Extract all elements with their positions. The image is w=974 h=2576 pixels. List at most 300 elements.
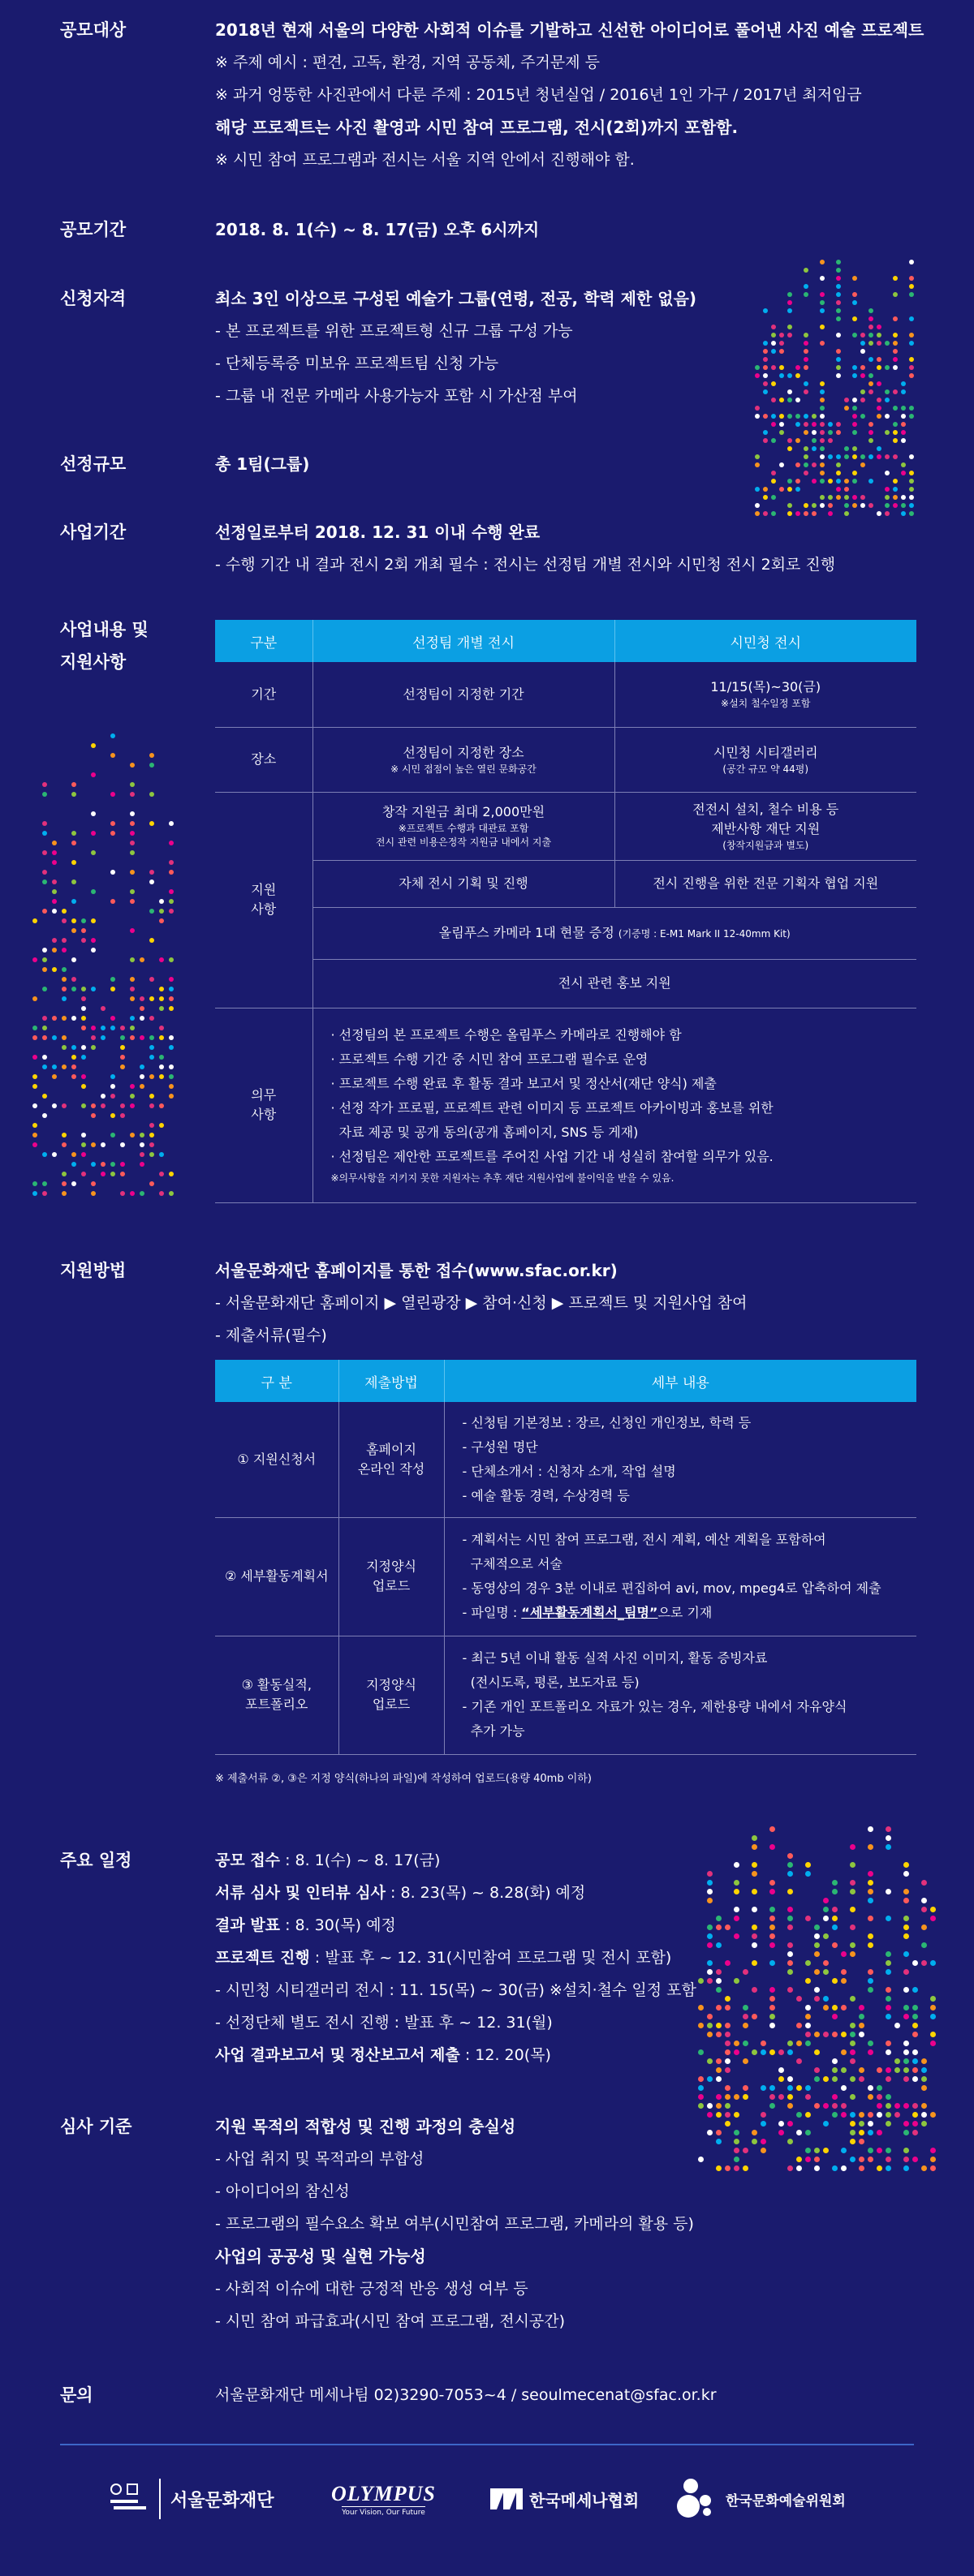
decorative-dot (62, 918, 67, 923)
decorative-dot (62, 1103, 67, 1108)
decorative-dot (787, 1924, 793, 1930)
decorative-dot (912, 2103, 918, 2109)
decorative-dot (877, 398, 881, 402)
decorative-dot (130, 987, 135, 991)
decorative-dot (820, 341, 825, 346)
decorative-dot (734, 2139, 739, 2144)
decorative-dot (868, 422, 873, 427)
decorative-dot (763, 389, 768, 394)
decorative-dot (820, 462, 825, 467)
decorative-dot (795, 511, 800, 516)
decorative-dot (836, 487, 841, 492)
decorative-dot (812, 430, 817, 435)
decorative-dot (707, 2103, 713, 2109)
decorative-dot (796, 2112, 802, 2118)
decorative-dot (930, 2157, 936, 2162)
decorative-dot (771, 511, 776, 516)
decorative-dot (81, 1006, 86, 1011)
decorative-dot (868, 389, 873, 394)
decorative-dot (903, 1862, 909, 1868)
decorative-dot (860, 414, 865, 419)
decorative-dot (893, 316, 898, 321)
decorative-dot (752, 1960, 757, 1966)
decorative-dot (130, 841, 135, 845)
decorative-dot (909, 284, 914, 289)
decorative-dot (707, 2076, 713, 2082)
decorative-dot (698, 2076, 704, 2082)
table-row (215, 792, 916, 860)
text-line: ※ 주제 예시 : 편견, 고독, 환경, 지역 공동체, 주거문제 등 (215, 54, 600, 71)
decorative-dot (886, 1916, 891, 1921)
decorative-dot (120, 1191, 125, 1196)
decorative-dot (71, 860, 76, 865)
decorative-dot (71, 1016, 76, 1021)
decorative-dot (761, 2139, 766, 2144)
decorative-dot (787, 1871, 793, 1877)
decorative-dot (62, 938, 67, 943)
decorative-dot (169, 1064, 174, 1069)
decorative-dot (804, 357, 808, 362)
decorative-dot (725, 1960, 730, 1966)
criteria-item: - 사업 취지 및 목적과의 부합성 (215, 2150, 425, 2168)
decorative-dot (725, 2049, 730, 2055)
decorative-dot (860, 454, 865, 459)
criteria-item: - 사회적 이슈에 대한 긍정적 반응 생성 여부 등 (215, 2280, 528, 2298)
decorative-dot (755, 462, 760, 467)
table-header-row (215, 620, 916, 662)
decorative-dot (893, 406, 898, 411)
decorative-dot (91, 938, 96, 943)
decorative-dot (921, 2103, 927, 2109)
decorative-dot (91, 1035, 96, 1040)
decorative-dot (159, 996, 164, 1001)
decorative-dot (893, 495, 898, 500)
decorative-dot (763, 357, 768, 362)
section-content (215, 213, 929, 246)
decorative-dot (743, 1969, 748, 1975)
decorative-dot (734, 2157, 739, 2162)
decorative-dot (886, 2148, 891, 2153)
decorative-dot (130, 811, 135, 816)
decorative-dot (761, 2085, 766, 2091)
decorative-dot (42, 1064, 47, 1069)
decorative-dot (707, 2032, 713, 2037)
decorative-dot (805, 2023, 811, 2028)
decorative-dot (716, 2058, 722, 2064)
label-line: 사항 (251, 901, 277, 917)
decorative-dot (805, 2041, 811, 2046)
decorative-dot (769, 1996, 775, 2002)
decorative-dot (868, 1871, 873, 1877)
decorative-dot (71, 899, 76, 904)
decorative-dot (850, 2023, 855, 2028)
decorative-dot (909, 406, 914, 411)
decorative-dot (101, 1006, 106, 1011)
decorative-dot (795, 422, 800, 427)
decorative-dot (71, 1074, 76, 1079)
decorative-dot (868, 1844, 873, 1850)
decorative-dot (130, 792, 135, 797)
table-cell: ① 지원신청서 (215, 1402, 338, 1517)
decorative-dot (769, 2049, 775, 2055)
decorative-dot (805, 1871, 811, 1877)
decorative-dot (71, 1181, 76, 1186)
decorative-dot (755, 454, 760, 459)
decorative-dot (707, 1880, 713, 1886)
decorative-dot (828, 511, 833, 516)
decorative-dot (832, 1916, 838, 1921)
item-text: : 8. 23(목) ~ 8.28(화) 예정 (386, 1884, 586, 1902)
decorative-dot (52, 938, 57, 943)
decorative-dot (894, 2112, 900, 2118)
item-text: : 8. 30(목) 예정 (280, 1916, 396, 1934)
list-item: 구체적으로 서술 (462, 1556, 562, 1572)
decorative-dot (42, 782, 47, 787)
decorative-dot (893, 341, 898, 346)
decorative-dot (877, 406, 881, 411)
decorative-dot (52, 1035, 57, 1040)
decorative-dot (169, 889, 174, 894)
decorative-dot (91, 1191, 96, 1196)
decorative-dot (81, 1084, 86, 1089)
decorative-dot (805, 1862, 811, 1868)
decorative-dot (909, 316, 914, 321)
decorative-dot (707, 1924, 713, 1930)
decorative-dot (820, 308, 825, 313)
decorative-dot (779, 422, 784, 427)
decorative-dot (841, 2165, 847, 2171)
decorative-dot (734, 2165, 739, 2171)
column-header: 제출방법 (338, 1360, 444, 1402)
decorative-dot (850, 2112, 855, 2118)
decorative-dot (814, 2148, 820, 2153)
decorative-dot (804, 503, 808, 508)
decorative-dot (893, 438, 898, 443)
decorative-dot (787, 2041, 793, 2046)
decorative-dot (820, 454, 825, 459)
decorative-dot (868, 2112, 873, 2118)
duty-cell (312, 1008, 916, 1202)
decorative-dot (796, 2165, 802, 2171)
decorative-dot (859, 2032, 864, 2037)
decorative-dot (804, 341, 808, 346)
decorative-dot (877, 2067, 882, 2073)
decorative-dot (42, 1094, 47, 1099)
decorative-dot (763, 341, 768, 346)
decorative-dot (832, 1907, 838, 1912)
decorative-dot (42, 792, 47, 797)
decorative-dot (852, 503, 857, 508)
decorative-dot (140, 1152, 144, 1157)
text-line: 선정일로부터 2018. 12. 31 이내 수행 완료 (215, 523, 541, 542)
olympus-logo (331, 2475, 436, 2523)
decorative-dot (149, 1055, 154, 1060)
decorative-dot (743, 2041, 748, 2046)
criteria-heading: 사업의 공공성 및 실현 가능성 (215, 2247, 426, 2266)
decorative-dot (877, 381, 881, 386)
decorative-dot (32, 1181, 37, 1186)
decorative-dot (903, 2130, 909, 2135)
decorative-dot (779, 462, 784, 467)
list-item: · 선정팀의 본 프로젝트 수행은 올림푸스 카메라로 진행해야 함 (330, 1027, 682, 1043)
decorative-dot (140, 1016, 144, 1021)
decorative-dot (860, 503, 865, 508)
decorative-dot (42, 1055, 47, 1060)
decorative-dot (778, 2076, 784, 2082)
table-cell (312, 792, 614, 860)
decorative-dot (743, 2148, 748, 2153)
decorative-dot (787, 2094, 793, 2100)
decorative-dot (804, 462, 808, 467)
cell-note: ※의무사항을 지키지 못한 지원자는 추후 재단 지원사업에 불이익을 받을 수 있음. (330, 1172, 674, 1184)
decorative-dot (120, 1064, 125, 1069)
decorative-dot (903, 2058, 909, 2064)
decorative-dot (149, 1133, 154, 1137)
table-row (215, 1402, 916, 1517)
decorative-dot (868, 316, 873, 321)
cell-text: 지정양식 (366, 1559, 416, 1574)
decorative-dot (62, 1016, 67, 1021)
decorative-dot (120, 1142, 125, 1147)
decorative-dot (120, 1172, 125, 1176)
decorative-dot (812, 479, 817, 484)
decorative-dot (828, 438, 833, 443)
decorative-dot (886, 1960, 891, 1966)
decorative-dot (71, 928, 76, 933)
decorative-dot (149, 753, 154, 758)
decorative-dot (912, 2067, 918, 2073)
decorative-dot (852, 292, 857, 297)
decorative-dot (771, 479, 776, 484)
decorative-dot (32, 996, 37, 1001)
decorative-dot (787, 1969, 793, 1975)
decorative-dot (868, 430, 873, 435)
decorative-dot (850, 2139, 855, 2144)
decorative-dot (796, 2130, 802, 2135)
decorative-dot (850, 1880, 855, 1886)
decorative-dot (716, 1987, 722, 1993)
column-header: 구 분 (215, 1360, 338, 1402)
decorative-dot (823, 2005, 829, 2010)
logo-text: 서울문화재단 (170, 2490, 274, 2511)
decorative-dot (885, 495, 890, 500)
decorative-dot (120, 1113, 125, 1118)
decorative-dot (832, 1924, 838, 1930)
decorative-dot (828, 430, 833, 435)
table-cell (614, 792, 916, 860)
decorative-dot (814, 2103, 820, 2109)
criteria-item: - 프로그램의 필수요소 확보 여부(시민참여 프로그램, 카메라의 활용 등) (215, 2215, 694, 2233)
decorative-dot (91, 743, 96, 748)
decorative-dot (130, 821, 135, 826)
section-content (215, 2379, 929, 2411)
decorative-dot (850, 2157, 855, 2162)
section-label: 신청자격 (60, 289, 127, 308)
decorative-dot (42, 909, 47, 914)
decorative-dot (860, 333, 865, 338)
decorative-dot (836, 365, 841, 370)
list-item: · 프로젝트 수행 기간 중 시민 참여 프로그램 필수로 운영 (330, 1051, 649, 1067)
decorative-dot (771, 325, 776, 329)
decorative-dot (820, 495, 825, 500)
decorative-dot (32, 1026, 37, 1030)
decorative-dot (860, 462, 865, 467)
decorative-dot (850, 1942, 855, 1948)
decorative-dot (734, 1889, 739, 1894)
decorative-dot (886, 2014, 891, 2019)
decorative-dot (921, 1880, 927, 1886)
decorative-dot (903, 2157, 909, 2162)
cell-text: 업로드 (372, 1697, 411, 1712)
decorative-dot (707, 1942, 713, 1948)
decorative-dot (886, 2049, 891, 2055)
decorative-dot (752, 1907, 757, 1912)
decorative-dot (110, 987, 115, 991)
decorative-dot (877, 2103, 882, 2109)
decorative-dot (812, 438, 817, 443)
decorative-dot (62, 996, 67, 1001)
list-item: - 기존 개인 포트폴리오 자료가 있는 경우, 제한용량 내에서 자유양식 (462, 1699, 847, 1714)
decorative-dot (752, 2130, 757, 2135)
decorative-dot (852, 471, 857, 475)
decorative-dot (903, 2005, 909, 2010)
decorative-dot (752, 2049, 757, 2055)
decorative-dot (832, 1880, 838, 1886)
decorative-dot (32, 1074, 37, 1079)
criteria-item: - 아이디어의 참신성 (215, 2183, 350, 2200)
decorative-dot (130, 782, 135, 787)
cell-note: (기증명 : E-M1 Mark II 12-40mm Kit) (618, 927, 791, 940)
label-line: 지원 (251, 882, 277, 897)
decorative-dot (707, 1898, 713, 1903)
decorative-dot (814, 2049, 820, 2055)
decorative-dot (159, 1055, 164, 1060)
decorative-dot (734, 2041, 739, 2046)
sfac-logo (106, 2475, 274, 2523)
decorative-dot (820, 446, 825, 451)
decorative-dot (769, 2014, 775, 2019)
decorative-dot (885, 471, 890, 475)
decorative-dot (734, 1916, 739, 1921)
decorative-dot (877, 2130, 882, 2135)
decorative-dot (912, 1960, 918, 1966)
decorative-dot (893, 430, 898, 435)
decorative-dot (823, 2121, 829, 2127)
decorative-dot (901, 503, 906, 508)
label-line: 지원사항 (60, 652, 127, 672)
decorative-dot (836, 268, 841, 273)
decorative-dot (725, 1924, 730, 1930)
decorative-dot (787, 1987, 793, 1993)
cell-text: - 파일명 : (462, 1605, 522, 1620)
decorative-dot (110, 977, 115, 982)
section-content (215, 516, 929, 581)
text-line: 총 1팀(그룹) (215, 454, 310, 474)
decorative-dot (707, 2112, 713, 2118)
decorative-dot (832, 1978, 838, 1984)
decorative-dot (110, 899, 115, 904)
decorative-dot (32, 918, 37, 923)
decorative-dot (52, 1074, 57, 1079)
list-item: · 선정 작가 프로필, 프로젝트 관련 이미지 등 프로젝트 아카이빙과 홍보를 위한 (330, 1100, 774, 1116)
decorative-dot (885, 503, 890, 508)
decorative-dot (901, 511, 906, 516)
decorative-dot (850, 2094, 855, 2100)
decorative-dot (814, 1942, 820, 1948)
decorative-dot (868, 1880, 873, 1886)
decorative-dot (130, 831, 135, 836)
item-text: : 8. 1(수) ~ 8. 17(금) (280, 1851, 441, 1869)
decorative-dot (836, 357, 841, 362)
decorative-dot (814, 2076, 820, 2082)
decorative-dot (836, 422, 841, 427)
decorative-dot (930, 1996, 936, 2002)
decorative-dot (62, 1142, 67, 1147)
decorative-dot (909, 373, 914, 378)
decorative-dot (763, 349, 768, 354)
decorative-dot (841, 2103, 847, 2109)
decorative-dot (771, 349, 776, 354)
decorative-dot (805, 2032, 811, 2037)
decorative-dot (805, 2085, 811, 2091)
decorative-dot (130, 1035, 135, 1040)
decorative-dot (893, 479, 898, 484)
decorative-dot (901, 495, 906, 500)
decorative-dot (894, 2067, 900, 2073)
decorative-dot (850, 2058, 855, 2064)
decorative-dot (912, 2076, 918, 2082)
decorative-dot (149, 1074, 154, 1079)
text-line: 해당 프로젝트는 사진 촬영과 시민 참여 프로그램, 전시(2회)까지 포함함. (215, 118, 739, 137)
decorative-dot (71, 987, 76, 991)
logo-text: OLYMPUS (331, 2481, 436, 2505)
cell-note: 전시 관련 비용은정작 지원금 내에서 지출 (375, 836, 552, 848)
decorative-dot (81, 1016, 86, 1021)
decorative-dot (877, 2094, 882, 2100)
decorative-dot (769, 1844, 775, 1850)
decorative-dot (140, 1084, 144, 1089)
table-cell: ② 세부활동계획서 (215, 1517, 338, 1636)
decorative-dot (779, 373, 784, 378)
decorative-dot (743, 2058, 748, 2064)
decorative-dot (886, 1996, 891, 2002)
decorative-dot (832, 2032, 838, 2037)
decorative-dot (796, 2085, 802, 2091)
decorative-dot (912, 2005, 918, 2010)
decorative-dot (787, 1942, 793, 1948)
decorative-dot (130, 957, 135, 962)
decorative-dot (159, 1152, 164, 1157)
decorative-dot (52, 967, 57, 972)
decorative-dot (836, 454, 841, 459)
label-line: 사업내용 및 (60, 620, 149, 639)
table-cell (338, 1636, 444, 1754)
decorative-dot (814, 2157, 820, 2162)
decorative-dot (877, 2112, 882, 2118)
decorative-dot (912, 2049, 918, 2055)
decorative-dot (110, 1074, 115, 1079)
list-item: - 예술 활동 경력, 수상경력 등 (462, 1487, 630, 1503)
decorative-dot (812, 414, 817, 419)
decorative-dot (81, 996, 86, 1001)
decorative-dot (921, 1924, 927, 1930)
decorative-dot (725, 2067, 730, 2073)
table-cell (614, 727, 916, 792)
table-cell (338, 1517, 444, 1636)
decorative-dot (909, 471, 914, 475)
table-note: ※ 제출서류 ②, ③은 지정 양식(하나의 파일)에 작성하여 업로드(용량 40mb 이하) (215, 1772, 592, 1785)
decorative-dot (140, 1133, 144, 1137)
